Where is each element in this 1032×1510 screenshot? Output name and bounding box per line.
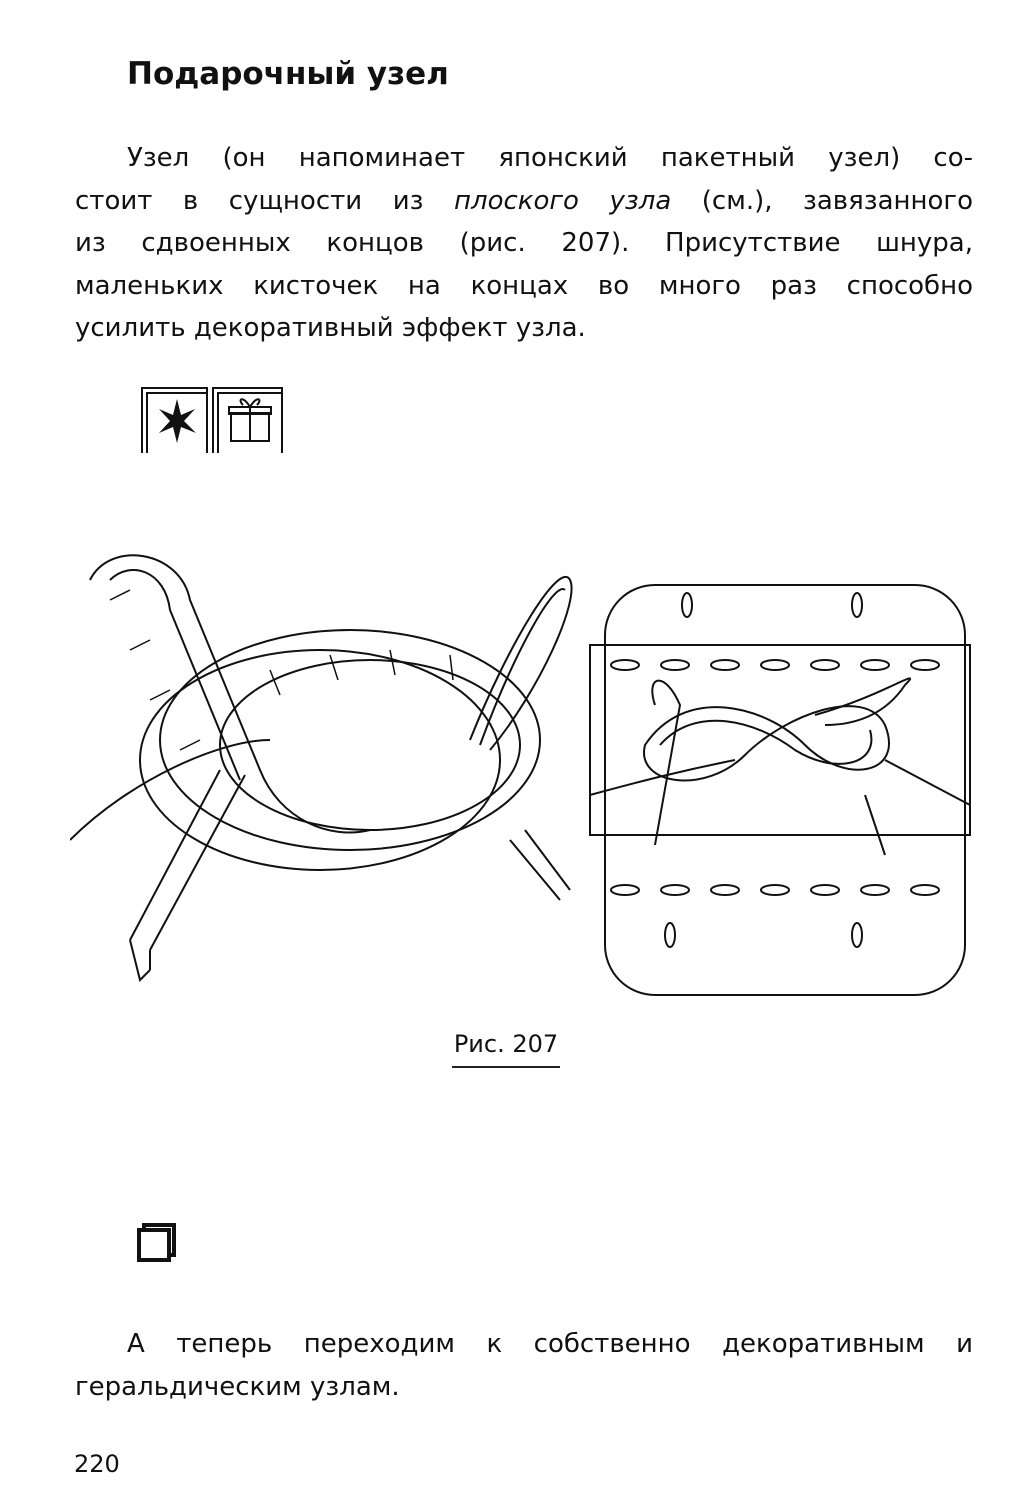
gift-icon [213,388,282,453]
section-title: Подарочный узел [127,56,449,92]
paragraph-intro [75,137,973,350]
page-number: 220 [74,1450,120,1478]
knot-illustration-rope [70,540,590,1000]
text-line: А теперь переходим к собственно декоративным и [127,1329,973,1359]
text-line: Узел (он напоминает японский пакетный узел) со- [127,143,973,173]
text-fragment: стоит в сущности из [75,185,454,216]
text-line: из сдвоенных концов (рис. 207). Присутствие шнура, [75,228,973,258]
figure-caption: Рис. 207 [452,1030,560,1068]
text-line: геральдическим узлам. [75,1371,400,1402]
star-icon [142,388,207,453]
knot-illustration-package [585,575,985,1000]
text-line: маленьких кисточек на концах во много раз способно [75,270,973,301]
category-icons [141,385,286,455]
section-marker-icon [136,1222,178,1264]
text-line [75,180,973,223]
cross-reference: плоского узла [453,185,672,216]
paragraph-transition [75,1323,973,1408]
text-fragment: (см.), завязанного [671,185,973,216]
text-line: усилить декоративный эффект узла. [75,313,586,343]
